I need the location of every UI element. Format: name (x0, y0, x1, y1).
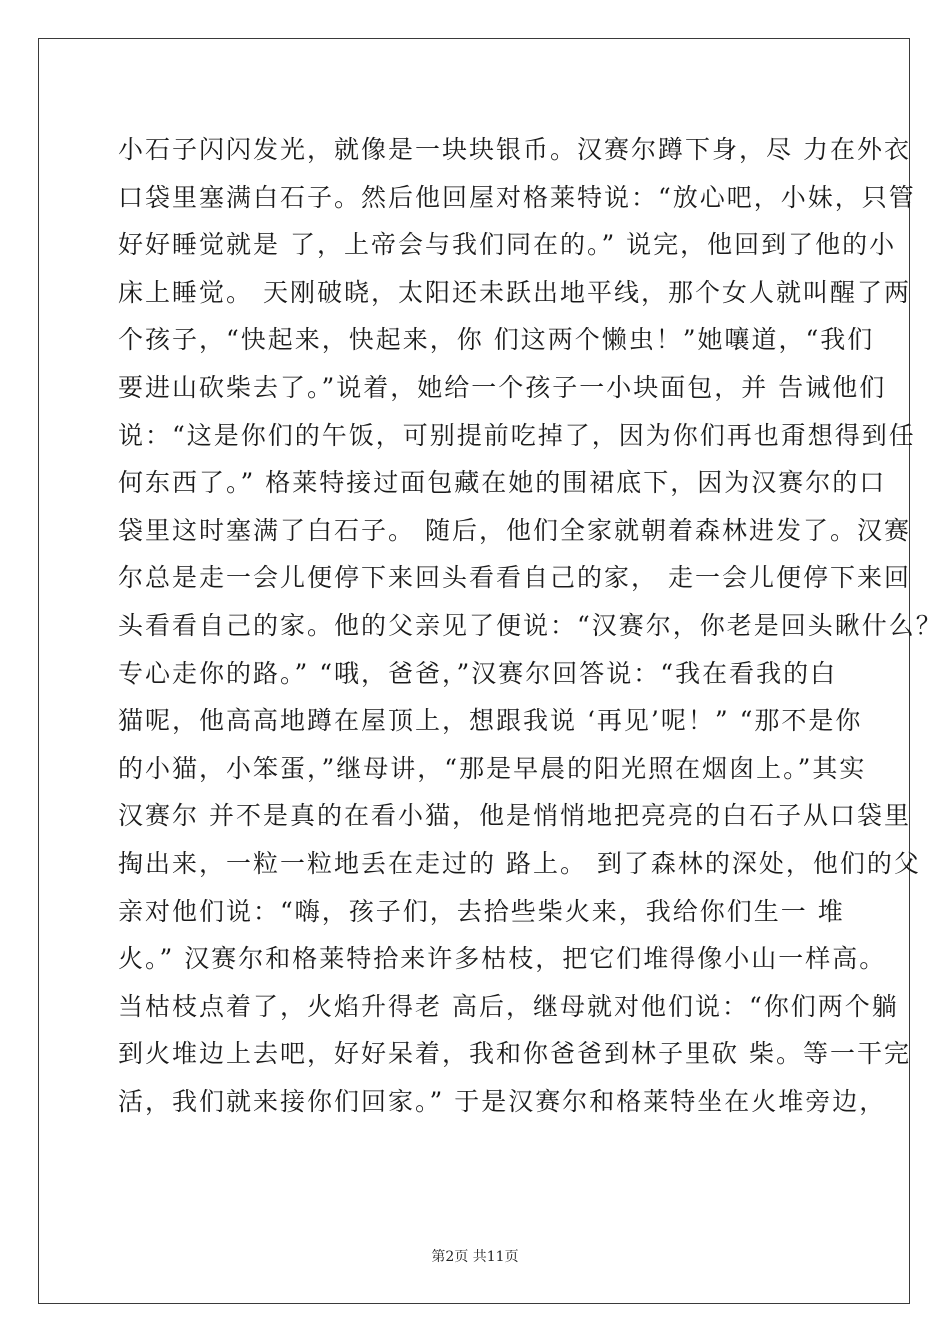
text-line: 活，我们就来接你们回家。” 于是汉赛尔和格莱特坐在火堆旁边， (118, 1086, 887, 1116)
text-line: 当枯枝点着了，火焰升得老 高后，继母就对他们说：“你们两个躺 (118, 991, 899, 1021)
text-line: 到火堆边上去吧，好好呆着，我和你爸爸到林子里砍 柴。等一干完 (118, 1039, 911, 1069)
page-number-footer: 第2页 共11页 (431, 1249, 519, 1265)
text-line: 个孩子，“快起来，快起来，你 们这两个懒虫！”她嚷道，“我们 (118, 325, 875, 355)
text-line: 专心走你的路。” “哦，爸爸，”汉赛尔回答说：“我在看我的白 (118, 658, 838, 688)
text-line: 说：“这是你们的午饭，可别提前吃掉了，因为你们再也甭想得到任 (118, 420, 916, 450)
text-line: 要进山砍柴去了。”说着，她给一个孩子一小块面包，并 告诫他们 (118, 372, 887, 402)
text-line: 火。” 汉赛尔和格莱特拾来许多枯枝，把它们堆得像小山一样高。 (118, 944, 887, 974)
document-body (118, 126, 943, 1125)
text-line: 口袋里塞满白石子。然后他回屋对格莱特说：“放心吧，小妹，只管 (118, 182, 916, 212)
text-line: 袋里这时塞满了白石子。 随后，他们全家就朝着森林进发了。汉赛 (118, 515, 911, 545)
text-line: 何东西了。” 格莱特接过面包藏在她的围裙底下，因为汉赛尔的口 (118, 468, 887, 498)
text-line: 尔总是走一会儿便停下来回头看看自己的家， 走一会儿便停下来回 (118, 563, 911, 593)
text-line: 床上睡觉。 天刚破晓，太阳还未跃出地平线，那个女人就叫醒了两 (118, 277, 911, 307)
text-line: 亲对他们说：“嗨，孩子们，去拾些柴火来，我给你们生一 堆 (118, 896, 845, 926)
text-line: 好好睡觉就是 了，上帝会与我们同在的。” 说完，他回到了他的小 (118, 230, 897, 260)
text-line: 头看看自己的家。他的父亲见了便说：“汉赛尔，你老是回头瞅什么？ (118, 610, 943, 640)
text-line: 猫呢，他高高地蹲在屋顶上，想跟我说 ‘再见’呢！” “那不是你 (118, 706, 863, 736)
text-line: 的小猫，小笨蛋，”继母讲，“那是早晨的阳光照在烟囱上。”其实 (118, 753, 867, 783)
text-line: 汉赛尔 并不是真的在看小猫，他是悄悄地把亮亮的白石子从口袋里 (118, 801, 911, 831)
text-line: 掏出来，一粒一粒地丢在走过的 路上。 到了森林的深处，他们的父 (118, 848, 921, 878)
text-line: 小石子闪闪发光，就像是一块块银币。汉赛尔蹲下身，尽 力在外衣 (118, 135, 911, 164)
